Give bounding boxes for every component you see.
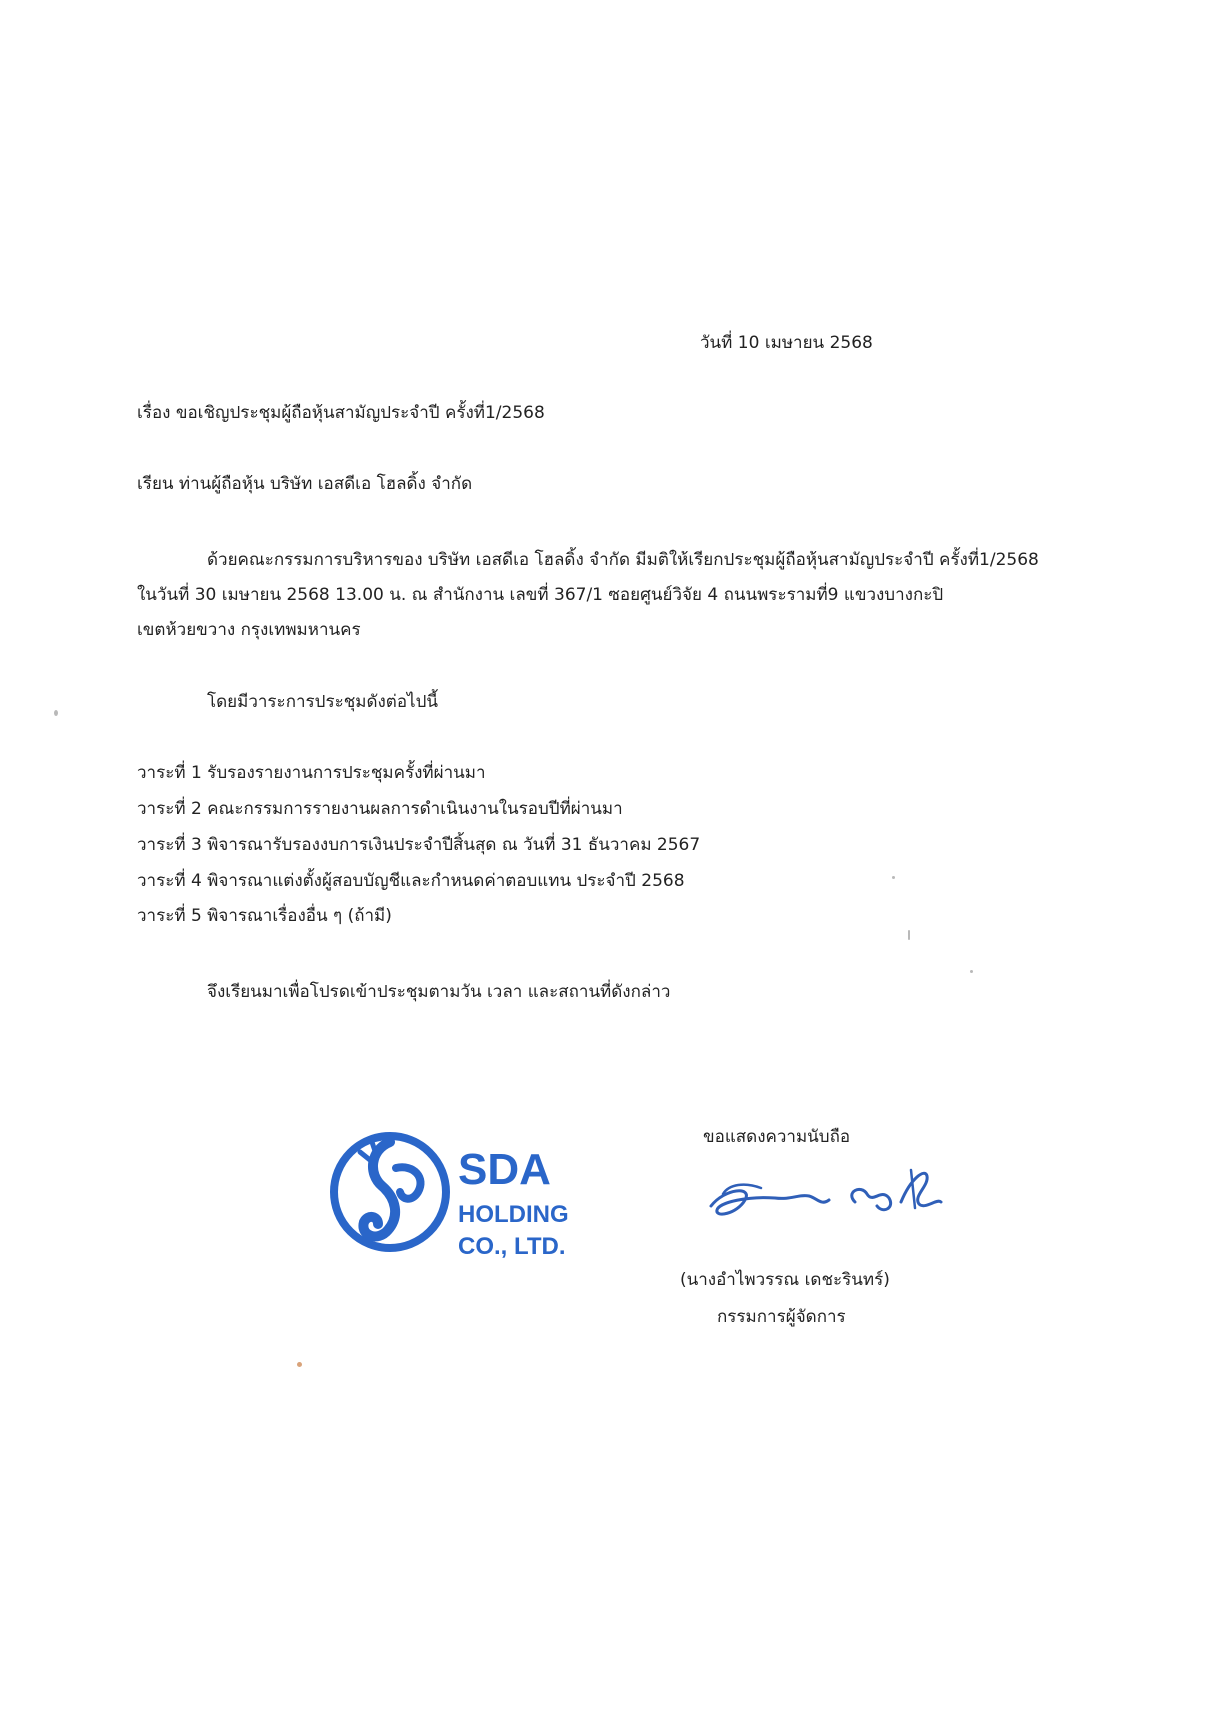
agenda-item: วาระที่ 4 พิจารณาแต่งตั้งผู้สอบบัญชีและกำหนดค่าตอบแทน ประจำปี 2568 bbox=[137, 871, 685, 891]
stamp-line1: SDA bbox=[458, 1145, 551, 1194]
scan-speck bbox=[908, 930, 910, 940]
agenda-item: วาระที่ 3 พิจารณารับรองงบการเงินประจำปีสิ้นสุด ณ วันที่ 31 ธันวาคม 2567 bbox=[137, 835, 701, 855]
letter-date: วันที่ 10 เมษายน 2568 bbox=[700, 333, 873, 353]
agenda-item: วาระที่ 5 พิจารณาเรื่องอื่น ๆ (ถ้ามี) bbox=[137, 906, 392, 926]
stamp-seal-icon bbox=[334, 1136, 446, 1248]
stamp-line2: HOLDING bbox=[458, 1201, 569, 1228]
letter-subject: เรื่อง ขอเชิญประชุมผู้ถือหุ้นสามัญประจำปี ครั้งที่1/2568 bbox=[137, 403, 545, 423]
sign-off: ขอแสดงความนับถือ bbox=[703, 1127, 851, 1147]
agenda-item: วาระที่ 2 คณะกรรมการรายงานผลการดำเนินงานในรอบปีที่ผ่านมา bbox=[137, 799, 623, 819]
scan-speck bbox=[297, 1362, 302, 1367]
handwritten-signature bbox=[705, 1158, 945, 1238]
body-line: ด้วยคณะกรรมการบริหารของ บริษัท เอสดีเอ โฮลดิ้ง จำกัด มีมติให้เรียกประชุมผู้ถือหุ้นสามัญประจำปี ครั้งที่1/2568 bbox=[207, 550, 1039, 570]
scan-speck bbox=[970, 970, 973, 973]
agenda-item: วาระที่ 1 รับรองรายงานการประชุมครั้งที่ผ่านมา bbox=[137, 763, 486, 783]
body-line: ในวันที่ 30 เมษายน 2568 13.00 น. ณ สำนักงาน เลขที่ 367/1 ซอยศูนย์วิจัย 4 ถนนพระรามที่9 แขวงบางกะปิ bbox=[137, 585, 944, 605]
signer-name: (นางอำไพวรรณ เดชะรินทร์) bbox=[680, 1270, 890, 1290]
agenda-intro: โดยมีวาระการประชุมดังต่อไปนี้ bbox=[207, 692, 439, 712]
signer-title: กรรมการผู้จัดการ bbox=[717, 1307, 846, 1327]
scan-speck bbox=[54, 710, 58, 716]
stamp-line3: CO., LTD. bbox=[458, 1233, 566, 1260]
scan-speck bbox=[892, 876, 895, 879]
closing-line: จึงเรียนมาเพื่อโปรดเข้าประชุมตามวัน เวลา และสถานที่ดังกล่าว bbox=[207, 982, 671, 1002]
letter-recipient: เรียน ท่านผู้ถือหุ้น บริษัท เอสดีเอ โฮลดิ้ง จำกัด bbox=[137, 474, 473, 494]
company-stamp bbox=[330, 1130, 600, 1270]
body-line: เขตห้วยขวาง กรุงเทพมหานคร bbox=[137, 620, 361, 640]
